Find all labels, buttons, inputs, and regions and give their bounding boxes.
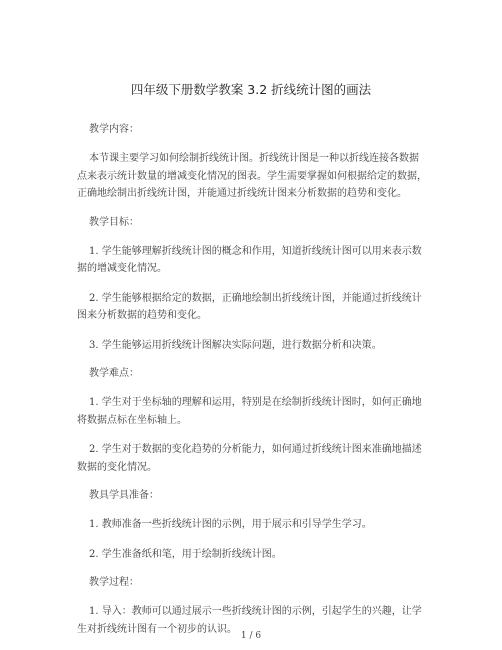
paragraph: 1. 学生能够理解折线统计图的概念和作用，知道折线统计图可以用来表示数据的增减变化情况。 bbox=[77, 245, 422, 274]
paragraph: 1. 教师准备一些折线统计图的示例，用于展示和引导学生学习。 bbox=[89, 519, 372, 530]
paragraph: 2. 学生对于数据的变化趋势的分析能力，如何通过折线统计图来准确地描述数据的变化情况。 bbox=[77, 444, 422, 473]
paragraph: 本节课主要学习如何绘制折线统计图。折线统计图是一种以折线连接各数据点来表示统计数量的增减变化情况的图表。学生需要掌握如何根据给定的数据，正确地绘制出折线统计图，并能通过折线统计图来分析数据的趋势和变化。 bbox=[77, 153, 427, 199]
paragraph: 3. 学生能够运用折线统计图解决实际问题，进行数据分析和决策。 bbox=[89, 339, 382, 351]
section-heading: 教学难点： bbox=[89, 368, 139, 379]
section-heading: 教具学具准备： bbox=[89, 490, 159, 501]
section-heading: 教学目标： bbox=[89, 216, 139, 228]
section-heading: 教学过程： bbox=[89, 577, 139, 588]
paragraph: 2. 学生准备纸和笔，用于绘制折线统计图。 bbox=[89, 548, 282, 560]
document-body bbox=[77, 122, 427, 650]
section-heading: 教学内容： bbox=[89, 124, 139, 135]
paragraph: 1. 学生对于坐标轴的理解和运用，特别是在绘制折线统计图时，如何正确地将数据点标在坐标轴上。 bbox=[77, 397, 422, 426]
page-number: 1 / 6 bbox=[240, 631, 262, 641]
document-title: 四年级下册数学教案 3.2 折线统计图的画法 bbox=[130, 82, 372, 97]
paragraph: 2. 学生能够根据给定的数据，正确地绘制出折线统计图，并能通过折线统计图来分析数据的趋势和变化。 bbox=[77, 292, 422, 321]
paragraph: 1. 导入：教师可以通过展示一些折线统计图的示例，引起学生的兴趣，让学生对折线统计图有一个初步的认识。 bbox=[77, 606, 422, 635]
